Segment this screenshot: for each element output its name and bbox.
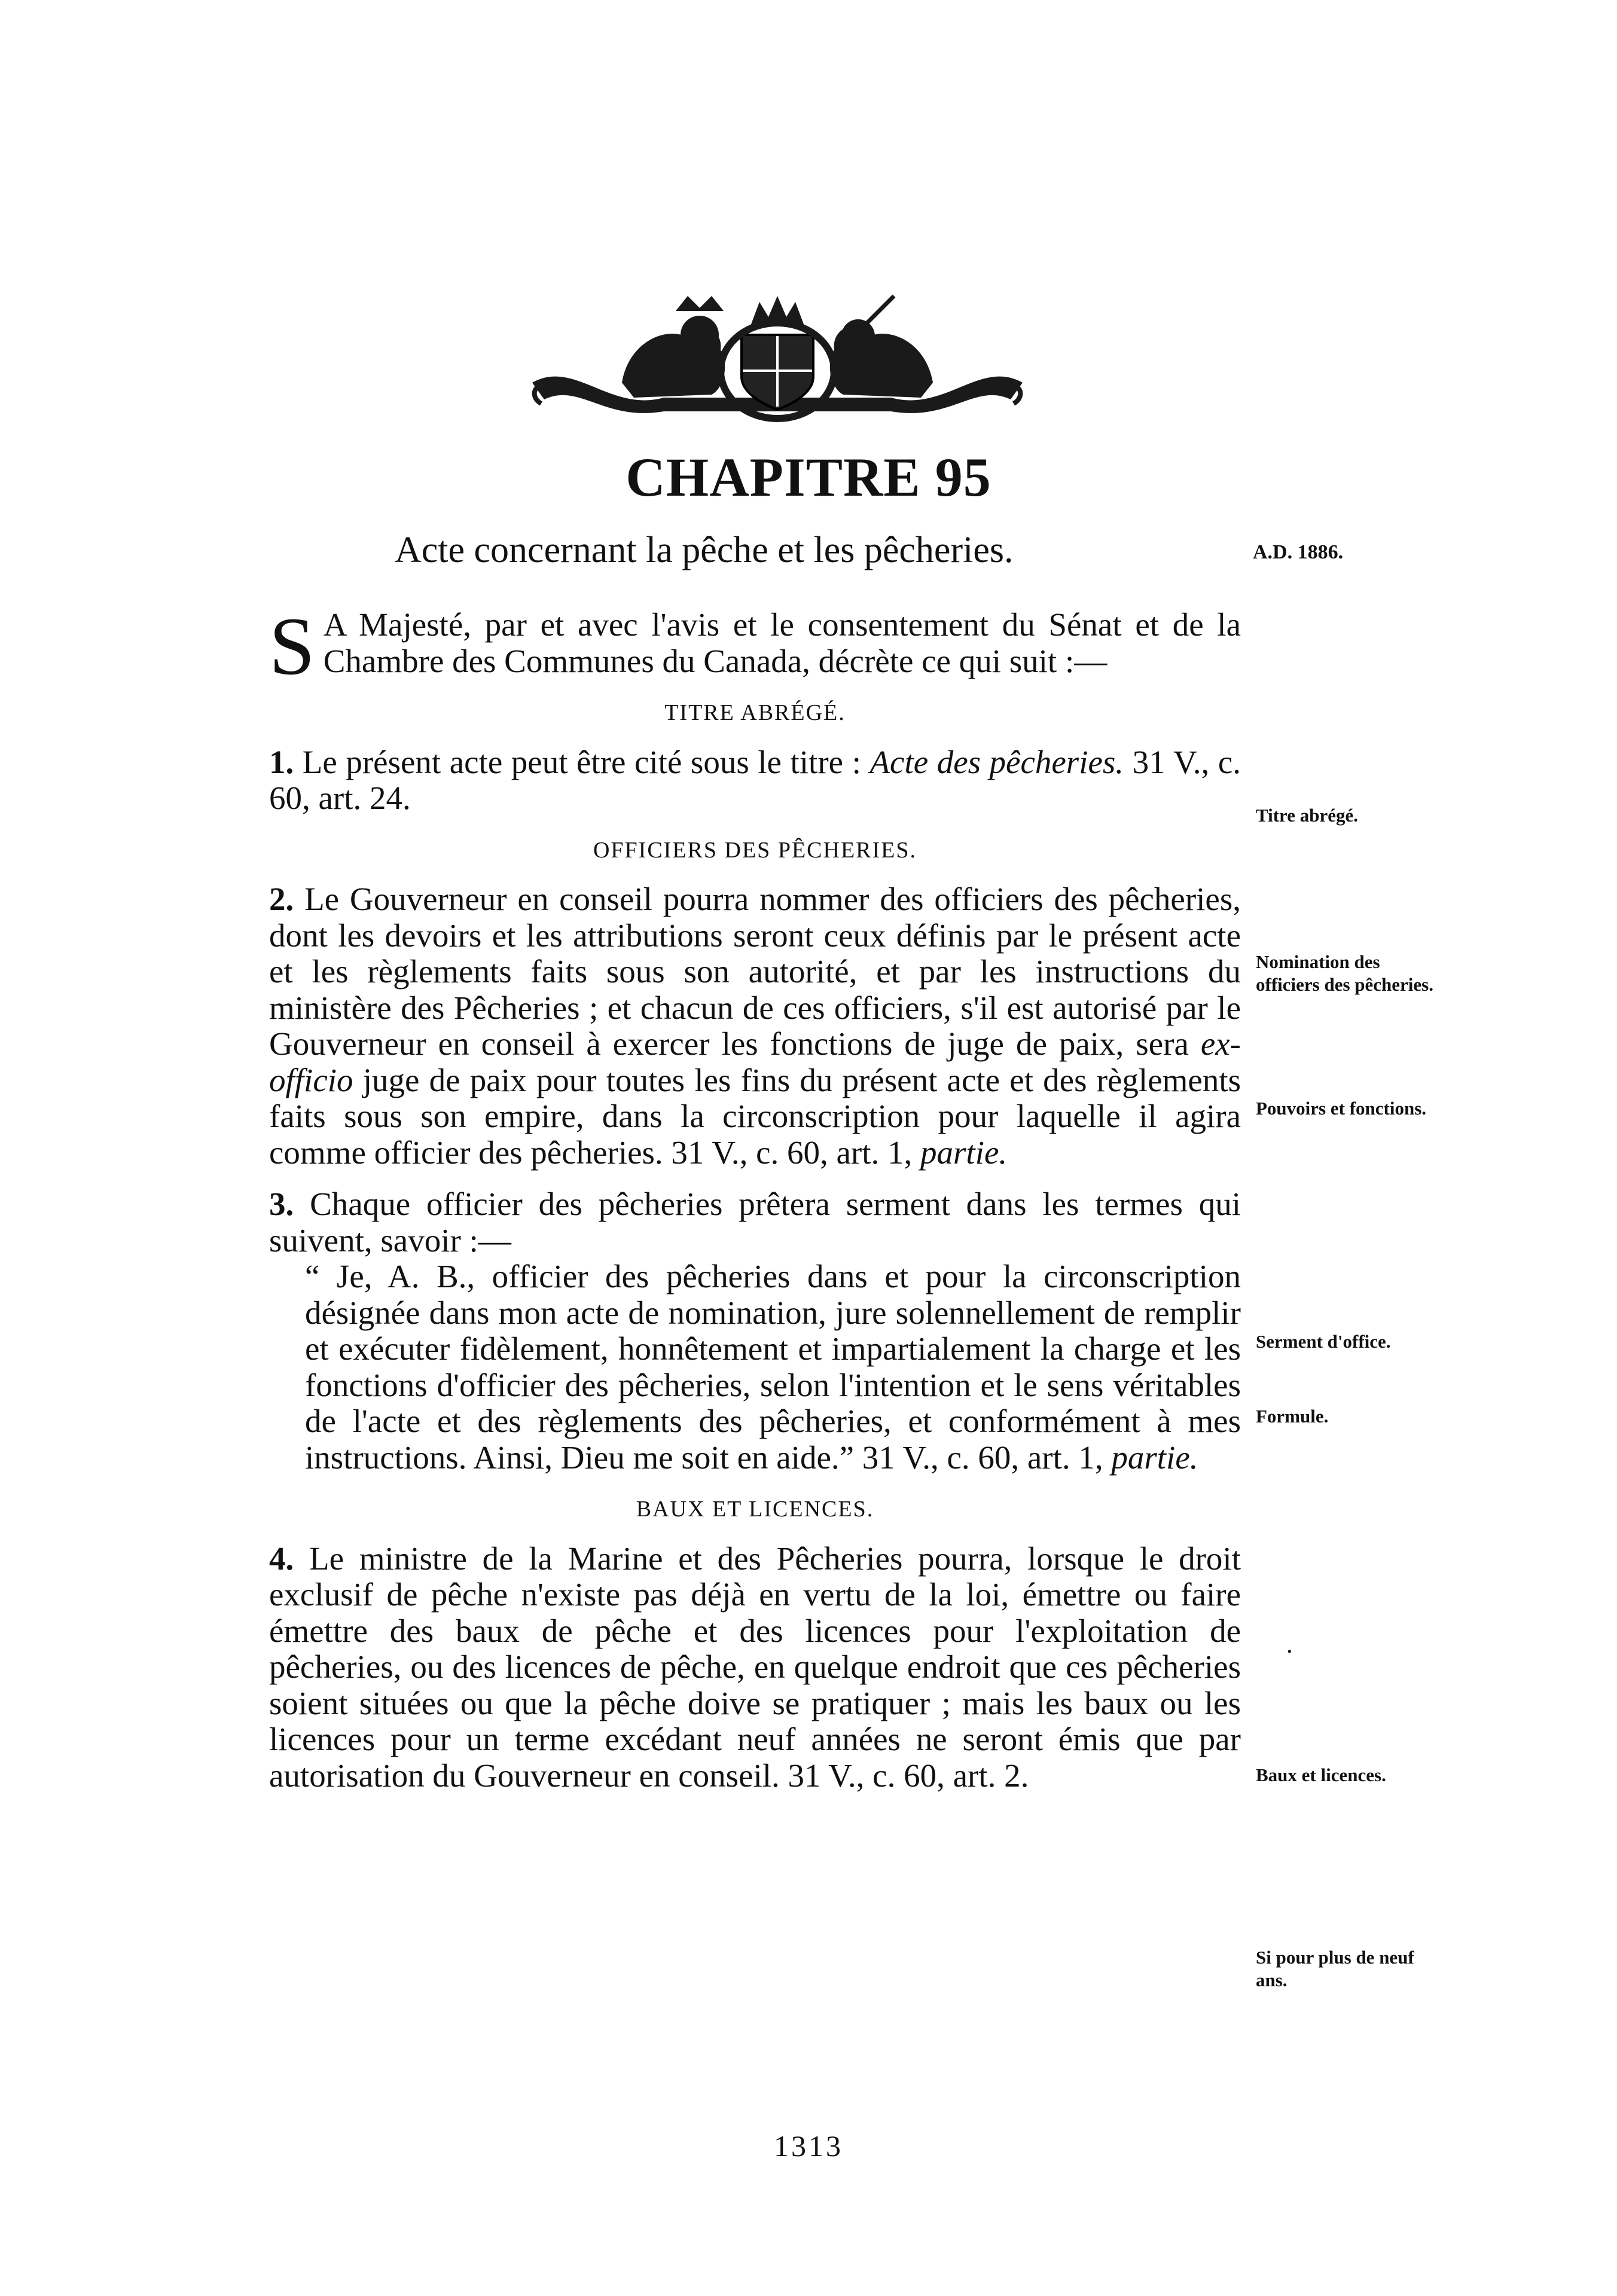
act-body bbox=[269, 600, 1241, 1794]
act-title: Acte concernant la pêche et les pêcheries. bbox=[395, 530, 1014, 570]
oath-formula bbox=[269, 1259, 1241, 1476]
margin-note-serment: Serment d'office. bbox=[1256, 1331, 1391, 1352]
section-4 bbox=[269, 1541, 1241, 1794]
citation: 31 V., c. 60, art. 24. bbox=[269, 743, 1241, 816]
section-text: Le présent acte peut être cité sous le titre : bbox=[302, 743, 861, 780]
preamble-text: A Majesté, par et avec l'avis et le consentement du Sénat et de la Chambre des Communes du Canada, décrète ce qui suit :— bbox=[323, 606, 1241, 679]
section-text: Le Gouverneur en conseil pourra nommer des officiers des pêcheries, dont les devoirs et les attributions seront ceux définis par le présent acte et les règlements faits sous son autorité, et par les instructions du ministère des Pêcheries ; et chacun de ces officiers, s'il est autorisé par le Gouverneur en conseil à exercer les fonctions de juge de paix, sera bbox=[269, 881, 1241, 1062]
margin-note-pouvoirs: Pouvoirs et fonctions. bbox=[1256, 1098, 1427, 1119]
partie-term: partie. bbox=[920, 1134, 1008, 1171]
margin-note-titre-abrege: Titre abrégé. bbox=[1256, 805, 1359, 826]
margin-note-baux: Baux et licences. bbox=[1256, 1764, 1386, 1785]
chapter-title: CHAPITRE 95 bbox=[626, 447, 991, 508]
page-number: 1313 bbox=[774, 2129, 843, 2163]
oath-text: “ Je, A. B., officier des pêcheries dans et pour la circonscription désignée dans mon acte de nomination, jure solennellement de remplir et exécuter fidèlement, honnêtement et impartialement la charge et les fonctions d'officier des pêcheries, selon l'intention et le sens véritables de l'acte et des règlements des pêcheries, et conformément à mes instructions. Ainsi, Dieu me soit en aide.” 31 V., c. 60, art. 1, bbox=[305, 1258, 1241, 1476]
section-number: 2. bbox=[269, 881, 294, 917]
section-3 bbox=[269, 1186, 1241, 1259]
short-title: Acte des pêcheries. bbox=[869, 743, 1124, 780]
section-number: 3. bbox=[269, 1186, 294, 1222]
ex-officio-term: ex-officio bbox=[269, 1025, 1241, 1098]
section-1 bbox=[269, 744, 1241, 817]
drop-cap: S bbox=[269, 600, 315, 692]
section-heading-titre-abrege: TITRE ABRÉGÉ. bbox=[664, 700, 846, 725]
section-heading-baux: BAUX ET LICENCES. bbox=[636, 1497, 874, 1522]
margin-note-nomination: Nomination des officiers des pêcheries. bbox=[1256, 951, 1433, 995]
act-date: A.D. 1886. bbox=[1253, 541, 1344, 563]
section-text: Chaque officier des pêcheries prêtera serment dans les termes qui suivent, savoir :— bbox=[269, 1186, 1241, 1259]
section-text-continued: juge de paix pour toutes les fins du présent acte et des règlements faits sous son empire, dans la circonscription pour laquelle il agira comme officier des pêcheries. 31 V., c. 60, art. 1, bbox=[269, 1061, 1241, 1171]
section-number: 4. bbox=[269, 1540, 294, 1577]
margin-note-formule: Formule. bbox=[1256, 1406, 1329, 1427]
section-number: 1. bbox=[269, 743, 294, 780]
margin-mark: · bbox=[1286, 1638, 1293, 1666]
preamble bbox=[269, 600, 1241, 692]
partie-term: partie. bbox=[1111, 1439, 1198, 1476]
section-heading-officiers: OFFICIERS DES PÊCHERIES. bbox=[593, 837, 917, 863]
margin-note-neuf-ans: Si pour plus de neuf ans. bbox=[1256, 1947, 1414, 1990]
section-2 bbox=[269, 881, 1241, 1171]
royal-coat-of-arms-icon bbox=[520, 293, 1035, 425]
section-text: Le ministre de la Marine et des Pêcheries pourra, lorsque le droit exclusif de pêche n'existe pas déjà en vertu de la loi, émettre ou faire émettre des baux de pêche et des licences pour l'exploitation de pêcheries, ou des licences de pêche, en quelque endroit que ces pêcheries soient situées ou que la pêche doive se pratiquer ; mais les baux ou les licences pour un terme excédant neuf années ne seront émis que par autorisation du Gouverneur en conseil. 31 V., c. 60, art. 2. bbox=[269, 1540, 1241, 1794]
